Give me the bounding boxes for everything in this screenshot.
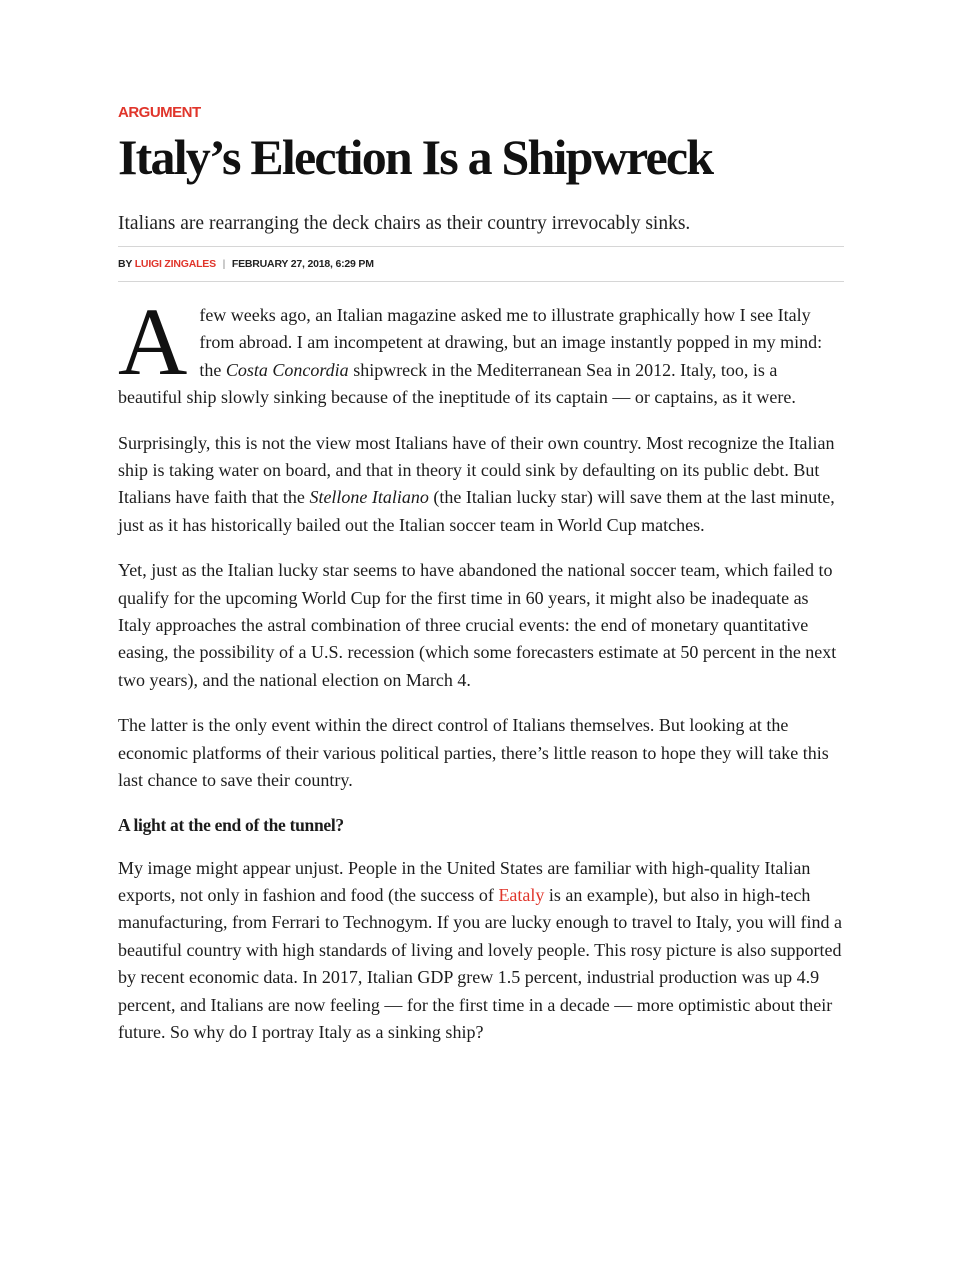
paragraph-text: (the Italian lucky star) will save them at the last minute, just as it has historically bailed out the Italian soccer team in World Cup matches.	[118, 487, 835, 535]
drop-cap: A	[118, 288, 188, 395]
paragraph-4: The latter is the only event within the direct control of Italians themselves. But looking at the economic platforms of their various political parties, there’s little reason to hope they will take this last chance to save their country.	[118, 715, 829, 791]
paragraph-2	[118, 430, 844, 540]
italic-text: Stellone Italiano	[309, 487, 429, 508]
divider	[118, 246, 844, 247]
section-subheading: A light at the end of the tunnel?	[118, 814, 344, 835]
paragraph-text: My image might appear unjust. People in the United States are familiar with high-quality Italian exports, not only in fashion and food (the success of	[118, 857, 811, 905]
paragraph-text: shipwreck in the Mediterranean Sea in 2012. Italy, too, is a beautiful ship slowly sinking because of the ineptitude of its captain — or captains, as it were.	[118, 359, 796, 408]
byline	[118, 257, 844, 271]
section-kicker[interactable]: ARGUMENT	[118, 104, 201, 121]
paragraph-text: Surprisingly, this is not the view most Italians have of their own country. Most recognize the Italian ship is taking water on board, and that in theory it could sink by defaulting on its public debt. But Italians have faith that the	[118, 432, 835, 508]
article-headline: Italy’s Election Is a Shipwreck	[118, 129, 713, 185]
byline-separator: |	[222, 258, 226, 270]
article-body	[118, 288, 844, 1046]
eataly-link[interactable]: Eataly	[498, 884, 545, 905]
divider	[118, 281, 844, 282]
paragraph-5	[118, 855, 844, 1047]
publish-date: FEBRUARY 27, 2018, 6:29 PM	[231, 258, 374, 270]
article-dek: Italians are rearranging the deck chairs as their country irrevocably sinks.	[118, 213, 691, 234]
paragraph-text: is an example), but also in high-tech manufacturing, from Ferrari to Technogym. If you are lucky enough to travel to Italy, you will find a beautiful country with high standards of living and lovely people. This rosy picture is also supported by recent economic data. In 2017, Italian GDP grew 1.5 percent, industrial production was up 4.9 percent, and Italians are now feeling — for the first time in a decade — more optimistic about their future. So why do I portray Italy as a sinking ship?	[118, 884, 843, 1042]
article	[118, 103, 844, 1064]
italic-text: Costa Concordia	[225, 359, 349, 380]
byline-prefix: BY	[118, 258, 132, 270]
paragraph-3: Yet, just as the Italian lucky star seems to have abandoned the national soccer team, which failed to qualify for the upcoming World Cup for the first time in 60 years, it might also be inadequate as Italy approaches the astral combination of three crucial events: the end of monetary quantitative easing, the possibility of a U.S. recession (which some forecasters estimate at 50 percent in the next two years), and the national election on March 4.	[118, 560, 837, 690]
paragraph-1	[118, 288, 844, 412]
paragraph-text: few weeks ago, an Italian magazine asked me to illustrate graphically how I see Italy from abroad. I am incompetent at drawing, but an image instantly popped in my mind: the	[199, 305, 823, 380]
author-link[interactable]: LUIGI ZINGALES	[134, 258, 216, 270]
